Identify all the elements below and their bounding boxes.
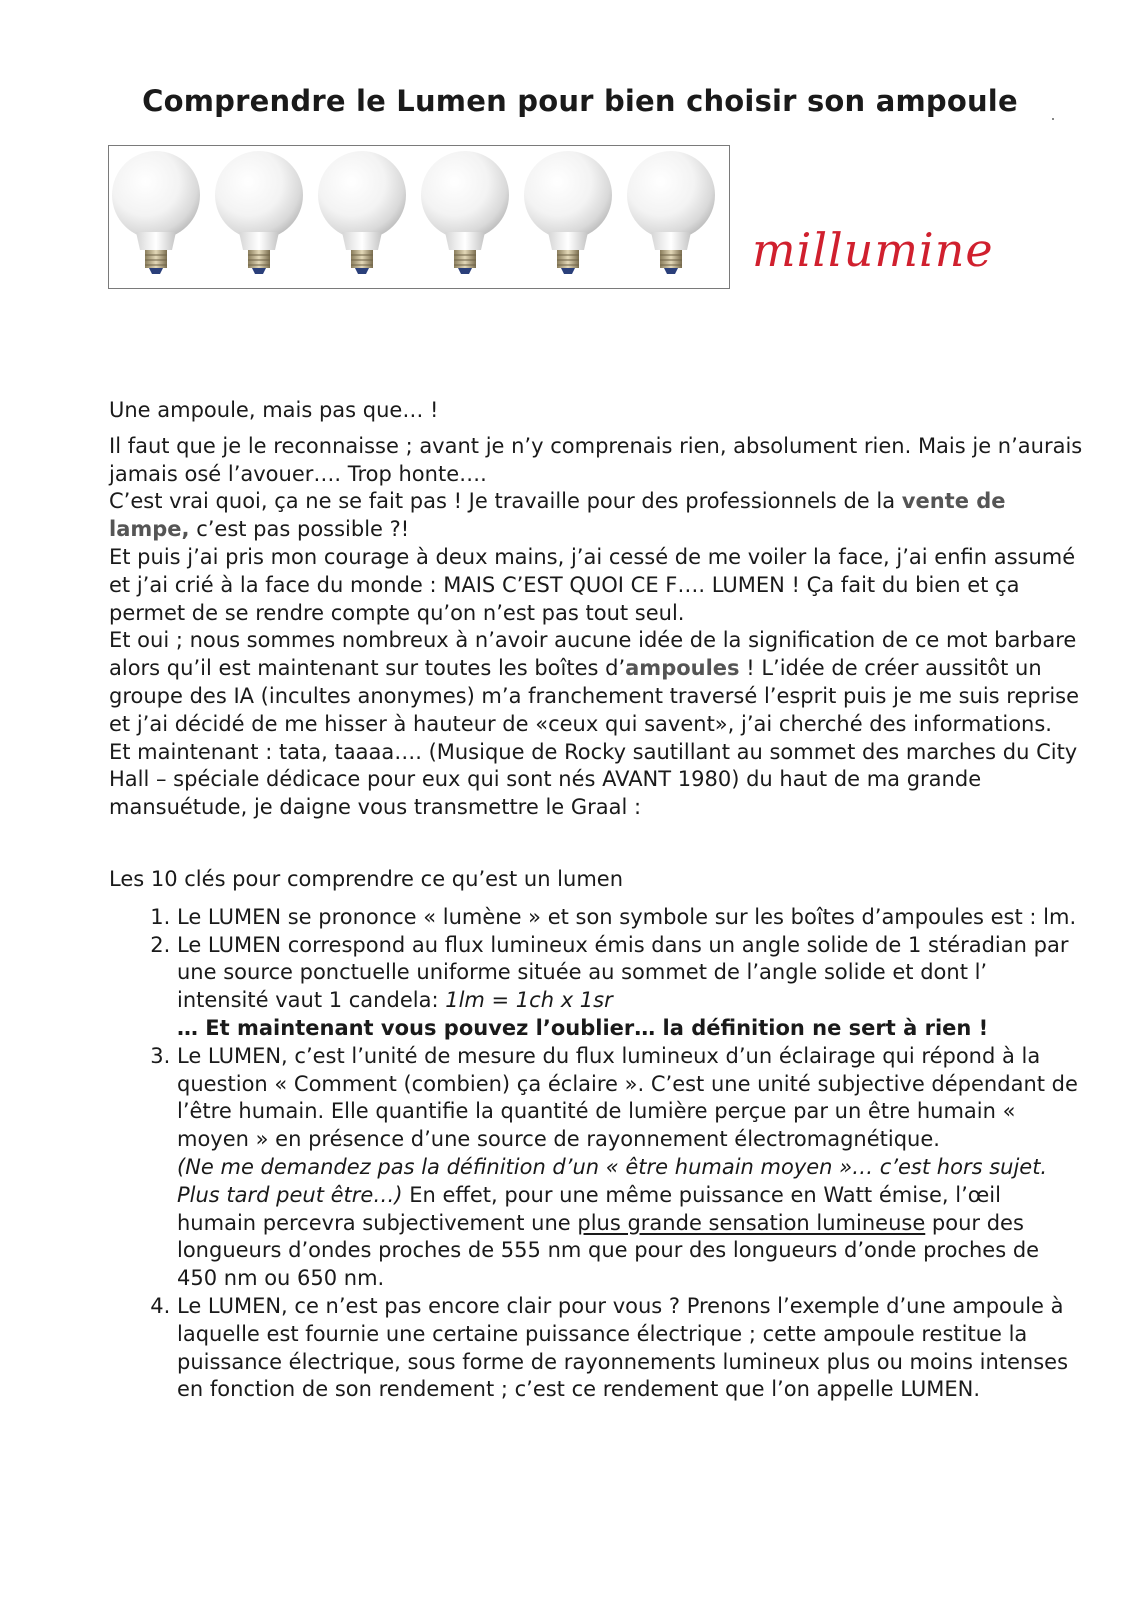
- bulb-6: [627, 151, 715, 274]
- millumine-logo: [748, 222, 1048, 286]
- bulb-5: [524, 151, 612, 274]
- ampoules-link[interactable]: ampoules: [625, 656, 740, 681]
- bulbs-photo: [108, 145, 730, 289]
- item3-mid: En effet, pour une même puissance en Watt émise, l’œil humain percevra subjectivement une: [177, 1182, 1001, 1235]
- logo-wordmark: millumine: [752, 223, 994, 277]
- p2-text: C’est vrai quoi, ça ne se fait pas ! Je travaille pour des professionnels de la: [109, 489, 902, 514]
- intro-paragraph-3: Et puis j’ai pris mon courage à deux mains, j’ai cessé de me voiler la face, j’ai enfin assumé et j’ai crié à la face du monde : MAIS C’EST QUOI CE F…. LUMEN ! Ça fait du bien et ça permet de se rendre compte qu’on n’est pas tout seul.: [109, 544, 1076, 625]
- page-title: Comprendre le Lumen pour bien choisir son ampoule: [142, 84, 1018, 118]
- bulb-2: [215, 151, 303, 274]
- p4-text: Et oui ; nous sommes nombreux à n’avoir aucune idée de la signification de ce mot barbare alors qu’il est maintenant sur toutes les boîtes d’: [109, 628, 1077, 681]
- intro-paragraph-1: Il faut que je le reconnaisse ; avant je n’y comprenais rien, absolument rien. Mais je n’aurais jamais osé l’avouer…. Trop honte….: [109, 433, 1083, 486]
- vente-de-lampe-link[interactable]: vente de lampe,: [109, 489, 1006, 542]
- bulb-4: [421, 151, 509, 274]
- lumen-formula: 1lm = 1ch x 1sr: [445, 988, 613, 1013]
- article-body: [109, 397, 1084, 1404]
- bulb-1: [112, 151, 200, 274]
- p4-text-end: ! L’idée de créer aussitôt un groupe des IA (incultes anonymes) m’a franchement traversé l’esprit puis je me suis reprise et j’ai décidé de me hisser à hauteur de «ceux qui savent», j’ai cherché des informations.: [109, 656, 1080, 736]
- list-item: 4. Le LUMEN, ce n’est pas encore clair pour vous ? Prenons l’exemple d’une ampoule à laquelle est fournie une certaine puissance électrique ; cette ampoule restitue la puissance électrique, sous forme de rayonnements lumineux plus ou moins intenses en fonction de son rendement ; c’est ce rendement que l’on appelle LUMEN.: [177, 1293, 1084, 1404]
- list-item: [177, 1043, 1084, 1293]
- intro-paragraph-2: [109, 488, 1084, 544]
- p2-text-end: c’est pas possible ?!: [189, 517, 410, 542]
- bulb-3: [318, 151, 406, 274]
- bulbs-illustration: [109, 146, 729, 288]
- item3-underlined-link[interactable]: plus grande sensation lumineuse: [577, 1210, 926, 1235]
- keys-list: [109, 904, 1084, 1404]
- item3-end: pour des longueurs d’ondes proches de 555 nm que pour des longueurs d’onde proches de 450 nm ou 650 nm.: [177, 1210, 1040, 1291]
- item3-italic-note: (Ne me demandez pas la définition d’un « être humain moyen »… c’est hors sujet. Plus tard peut être…): [177, 1154, 1048, 1207]
- decorative-dot: [1052, 118, 1054, 120]
- intro-paragraph-5: Et maintenant : tata, taaaa…. (Musique de Rocky sautillant au sommet des marches du City Hall – spéciale dédicace pour eux qui sont nés AVANT 1980) du haut de ma grande mansuétude, je daigne vous transmettre le Graal :: [109, 739, 1078, 820]
- item2-text: Le LUMEN correspond au flux lumineux émis dans un angle solide de 1 stéradian par une source ponctuelle uniforme située au sommet de l’angle solide et dont l’ intensité vaut 1 candela:: [177, 932, 1069, 1013]
- list-item: 1. Le LUMEN se prononce « lumène » et son symbole sur les boîtes d’ampoules est : lm.: [177, 904, 1084, 932]
- intro-heading: Une ampoule, mais pas que… !: [109, 398, 439, 422]
- intro-paragraph-4: [109, 627, 1084, 738]
- item3-text: Le LUMEN, c’est l’unité de mesure du flux lumineux d’un éclairage qui répond à la question « Comment (combien) ça éclaire ». C’est une unité subjective dépendant de l’être humain. Elle quantifie la quantité de lumière perçue par un être humain « moyen » en présence d’une source de rayonnement électromagnétique.: [177, 1043, 1078, 1152]
- item2-bold-note: … Et maintenant vous pouvez l’oublier… la définition ne sert à rien !: [177, 1015, 989, 1040]
- keys-heading: Les 10 clés pour comprendre ce qu’est un lumen: [109, 866, 624, 891]
- list-item: [177, 932, 1084, 1043]
